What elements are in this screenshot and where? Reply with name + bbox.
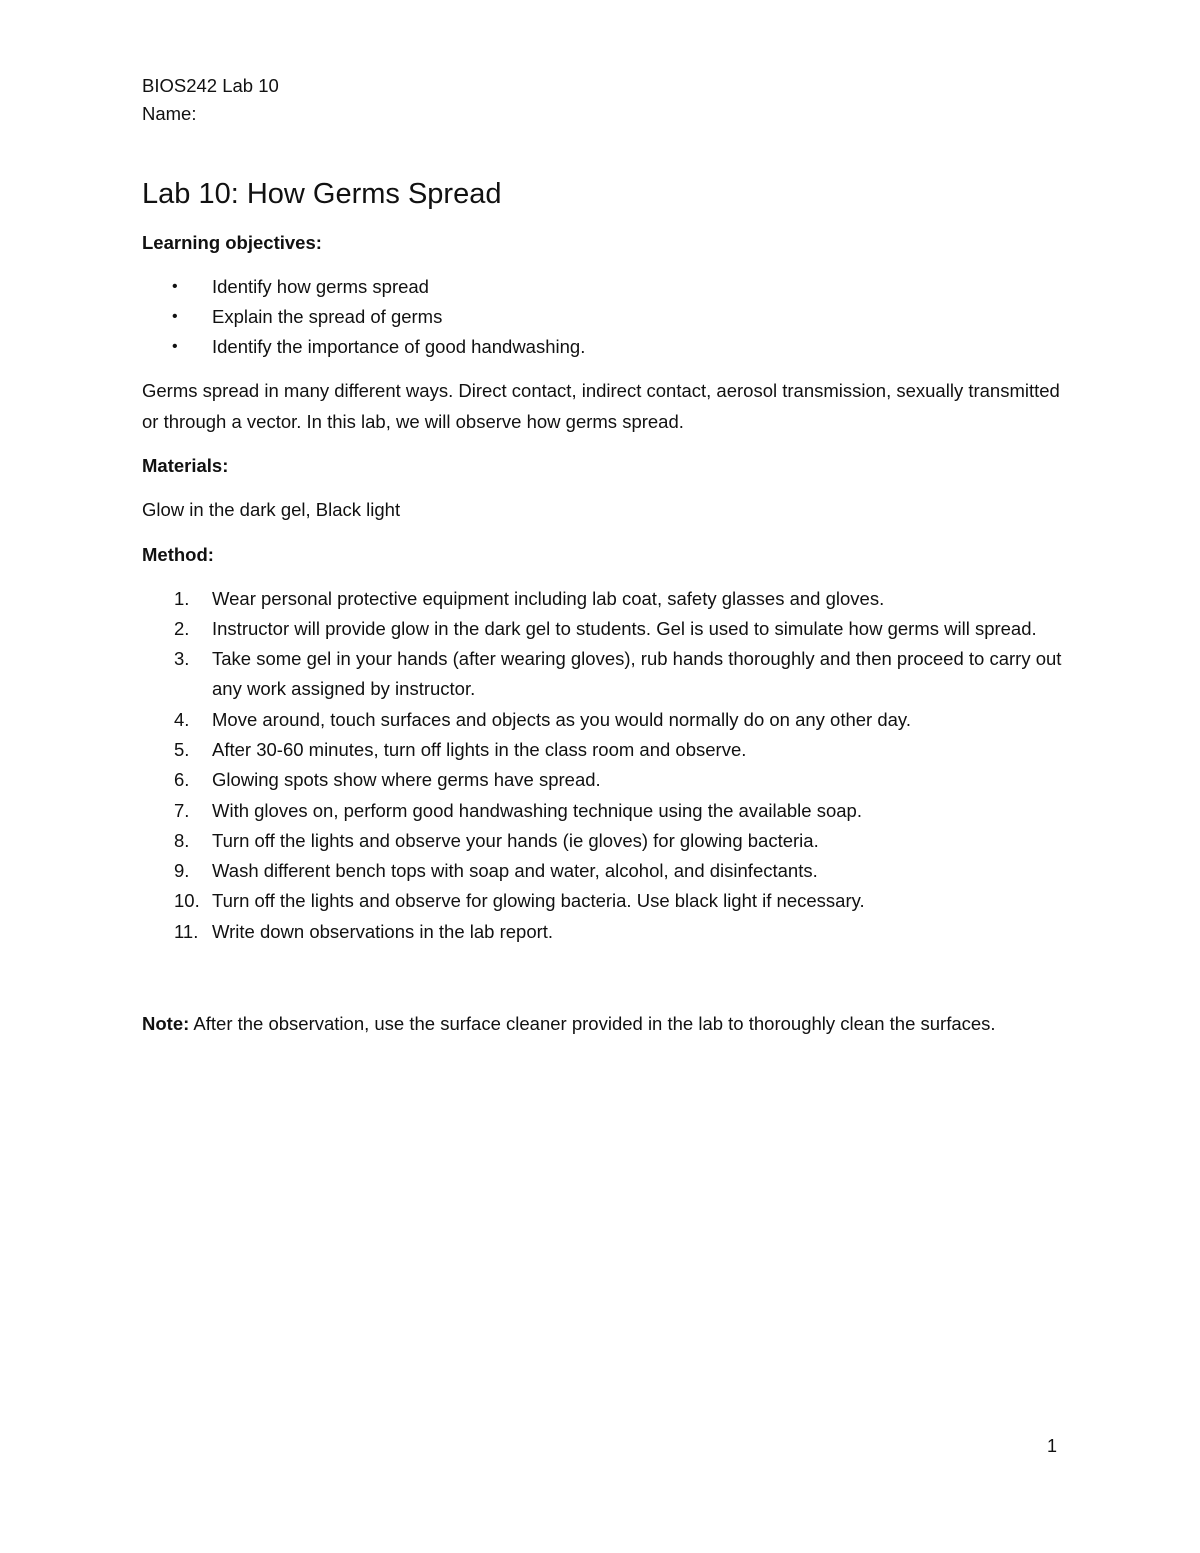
step-text: Wear personal protective equipment including lab coat, safety glasses and gloves. (212, 587, 885, 609)
list-item (142, 705, 1062, 735)
page-title: Lab 10: How Germs Spread (142, 178, 502, 210)
objectives-heading-text: Learning objectives: (142, 232, 322, 253)
list-item (142, 826, 1062, 856)
step-number: 2. (174, 617, 190, 639)
step-number: 5. (174, 738, 190, 760)
bullet-icon: • (172, 308, 178, 325)
note-text: After the observation, use the surface cleaner provided in the lab to thoroughly clean the surfaces. (193, 1013, 996, 1035)
step-text: Wash different bench tops with soap and water, alcohol, and disinfectants. (212, 860, 818, 882)
step-number: 7. (174, 799, 190, 821)
step-text: Turn off the lights and observe for glowing bacteria. Use black light if necessary. (212, 890, 865, 912)
objective-text: Identify the importance of good handwashing. (212, 336, 586, 357)
list-item (142, 614, 1062, 644)
objectives-list (142, 272, 1062, 362)
step-number: 9. (174, 860, 190, 882)
materials-heading (142, 451, 1062, 481)
list-item (142, 886, 1062, 916)
list-item (142, 765, 1062, 795)
list-item (142, 644, 1062, 705)
step-text: Instructor will provide glow in the dark gel to students. Gel is used to simulate how germs will spread. (212, 617, 1037, 639)
list-item (142, 584, 1062, 614)
page-number: 1 (1047, 1436, 1058, 1456)
step-number: 10. (174, 890, 200, 912)
method-steps-list (142, 584, 1062, 948)
step-text: After 30-60 minutes, turn off lights in the class room and observe. (212, 738, 747, 760)
step-text: Move around, touch surfaces and objects as you would normally do on any other day. (212, 708, 911, 730)
objective-text: Identify how germs spread (212, 276, 429, 297)
materials-heading-text: Materials: (142, 455, 229, 476)
step-text: Write down observations in the lab report. (212, 920, 554, 942)
bullet-icon: • (172, 338, 178, 355)
list-item (142, 332, 1062, 362)
objective-text: Explain the spread of germs (212, 306, 443, 327)
note-paragraph (142, 1009, 1062, 1039)
step-number: 8. (174, 829, 190, 851)
bullet-icon: • (172, 278, 178, 295)
method-heading (142, 540, 1062, 570)
list-item (142, 302, 1062, 332)
step-number: 6. (174, 769, 190, 791)
name-field-label: Name: (142, 103, 197, 124)
step-number: 3. (174, 648, 190, 670)
step-text: With gloves on, perform good handwashing technique using the available soap. (212, 799, 862, 821)
note-label: Note: (142, 1013, 190, 1035)
step-text: Turn off the lights and observe your hands (ie gloves) for glowing bacteria. (212, 829, 819, 851)
method-heading-text: Method: (142, 543, 214, 565)
materials-text: Glow in the dark gel, Black light (142, 499, 401, 520)
step-text: Glowing spots show where germs have spread. (212, 769, 601, 791)
list-item (142, 272, 1062, 302)
list-item (142, 735, 1062, 765)
list-item (142, 917, 1062, 947)
step-number: 4. (174, 708, 190, 730)
objectives-heading (142, 228, 1062, 258)
list-item (142, 856, 1062, 886)
list-item (142, 796, 1062, 826)
intro-paragraph: Germs spread in many different ways. Direct contact, indirect contact, aerosol transmission, sexually transmitted or through a vector. In this lab, we will observe how germs spread. (142, 380, 1060, 432)
step-number: 11. (174, 920, 199, 942)
page-content (142, 72, 1062, 1039)
step-text: Take some gel in your hands (after wearing gloves), rub hands thoroughly and then proceed to carry out any work assigned by instructor. (212, 648, 1062, 700)
step-number: 1. (174, 587, 190, 609)
course-header: BIOS242 Lab 10 (142, 75, 279, 96)
